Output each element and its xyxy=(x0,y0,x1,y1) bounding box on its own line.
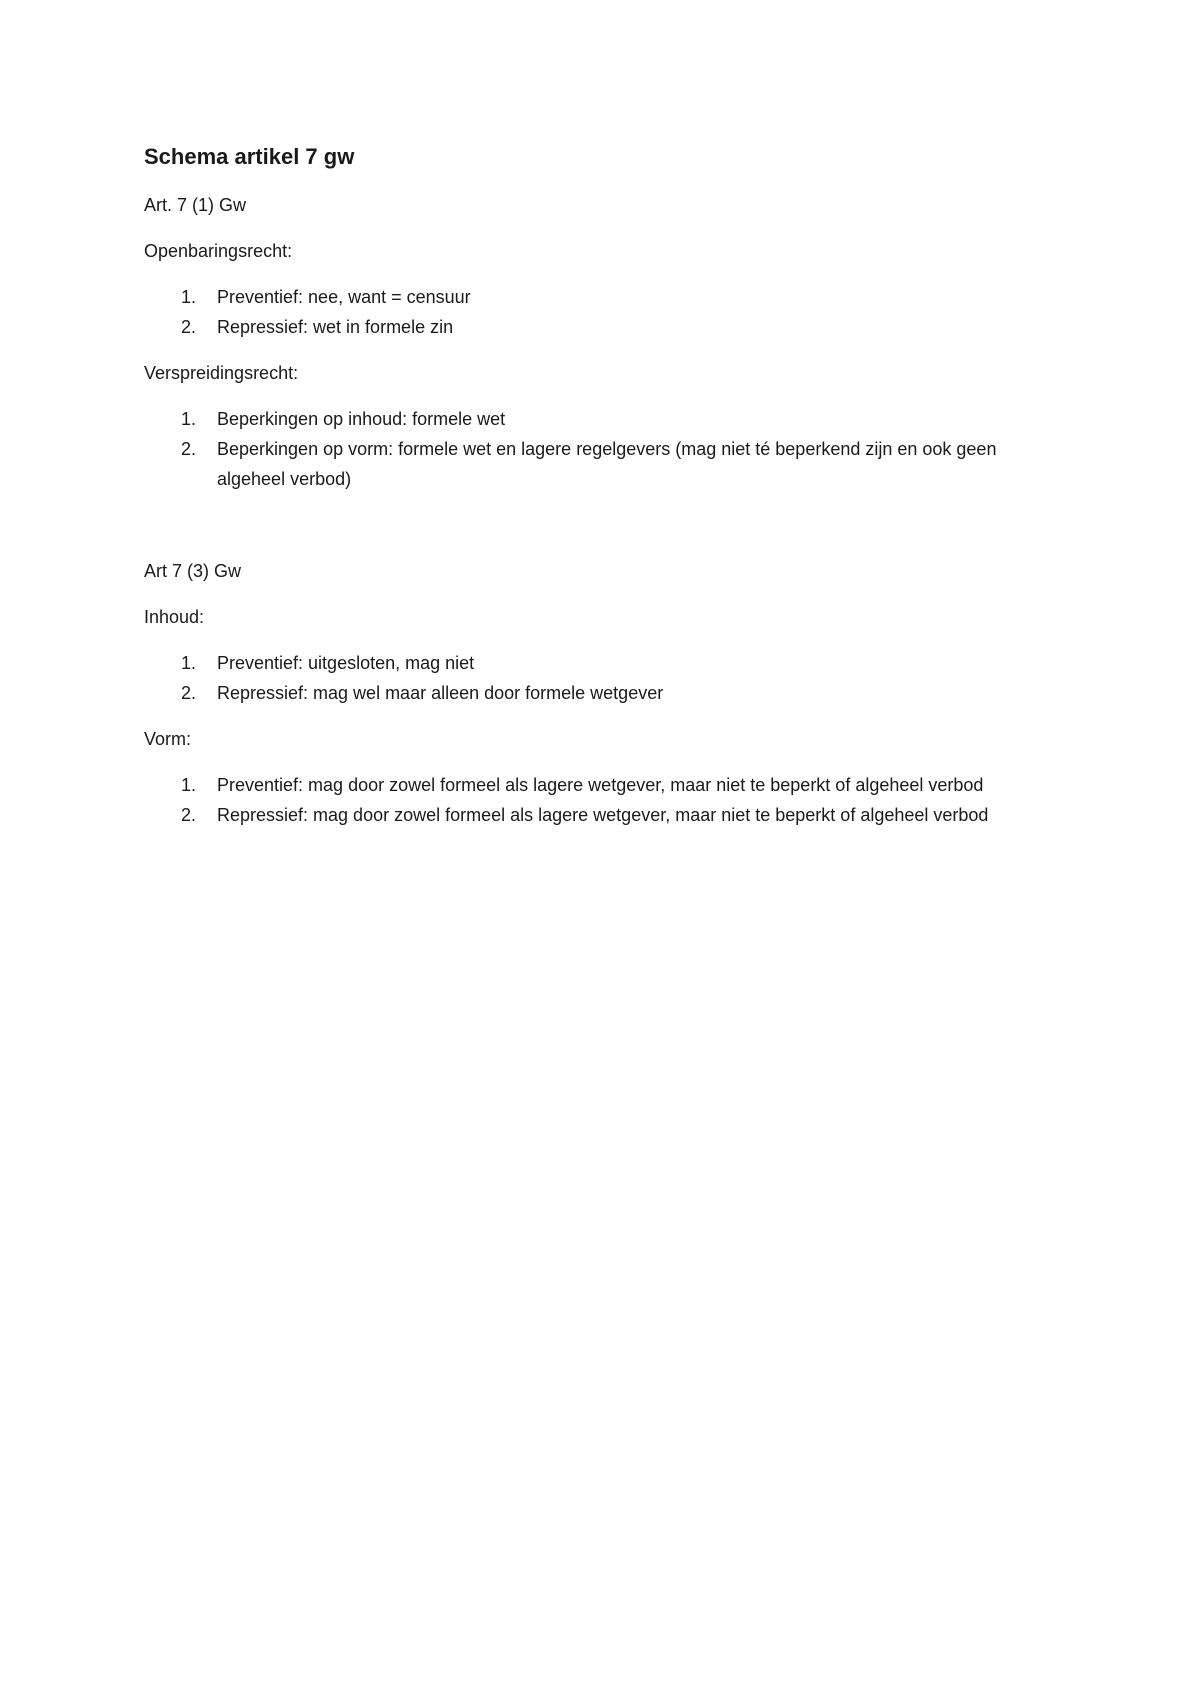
list-item xyxy=(144,800,1064,830)
blank-line xyxy=(144,510,1064,556)
list-item xyxy=(144,404,1064,434)
list-number: 2. xyxy=(181,439,197,459)
list-number: 2. xyxy=(181,805,197,825)
list-number: 2. xyxy=(181,683,197,703)
list-item xyxy=(144,678,1064,708)
section-heading-art7-3: Art 7 (3) Gw xyxy=(144,561,242,581)
document-title: Schema artikel 7 gw xyxy=(144,144,355,169)
list-text: Repressief: mag wel maar alleen door formele wetgever xyxy=(217,683,664,703)
list-text: Beperkingen op vorm: formele wet en lagere regelgevers (mag niet té beperkend zijn en ook geen algeheel verbod) xyxy=(217,439,997,489)
list-vorm xyxy=(144,770,1064,830)
list-verspreidingsrecht xyxy=(144,404,1064,494)
list-number: 2. xyxy=(181,317,197,337)
list-text: Preventief: uitgesloten, mag niet xyxy=(217,653,475,673)
list-item xyxy=(144,648,1064,678)
list-text: Beperkingen op inhoud: formele wet xyxy=(217,409,506,429)
label-openbaringsrecht: Openbaringsrecht: xyxy=(144,241,293,261)
list-item xyxy=(144,282,1064,312)
list-text: Repressief: wet in formele zin xyxy=(217,317,454,337)
list-number: 1. xyxy=(181,653,197,673)
list-openbaringsrecht xyxy=(144,282,1064,342)
list-item xyxy=(144,434,1064,494)
document-page xyxy=(144,142,1064,846)
list-number: 1. xyxy=(181,775,197,795)
label-inhoud: Inhoud: xyxy=(144,607,205,627)
label-verspreidingsrecht: Verspreidingsrecht: xyxy=(144,363,299,383)
list-text: Repressief: mag door zowel formeel als lagere wetgever, maar niet te beperkt of algeheel verbod xyxy=(217,805,989,825)
list-number: 1. xyxy=(181,287,197,307)
list-text: Preventief: nee, want = censuur xyxy=(217,287,471,307)
section-heading-art7-1: Art. 7 (1) Gw xyxy=(144,195,247,215)
list-item xyxy=(144,770,1064,800)
list-text: Preventief: mag door zowel formeel als lagere wetgever, maar niet te beperkt of algeheel verbod xyxy=(217,775,984,795)
list-item xyxy=(144,312,1064,342)
label-vorm: Vorm: xyxy=(144,729,192,749)
list-inhoud xyxy=(144,648,1064,708)
list-number: 1. xyxy=(181,409,197,429)
